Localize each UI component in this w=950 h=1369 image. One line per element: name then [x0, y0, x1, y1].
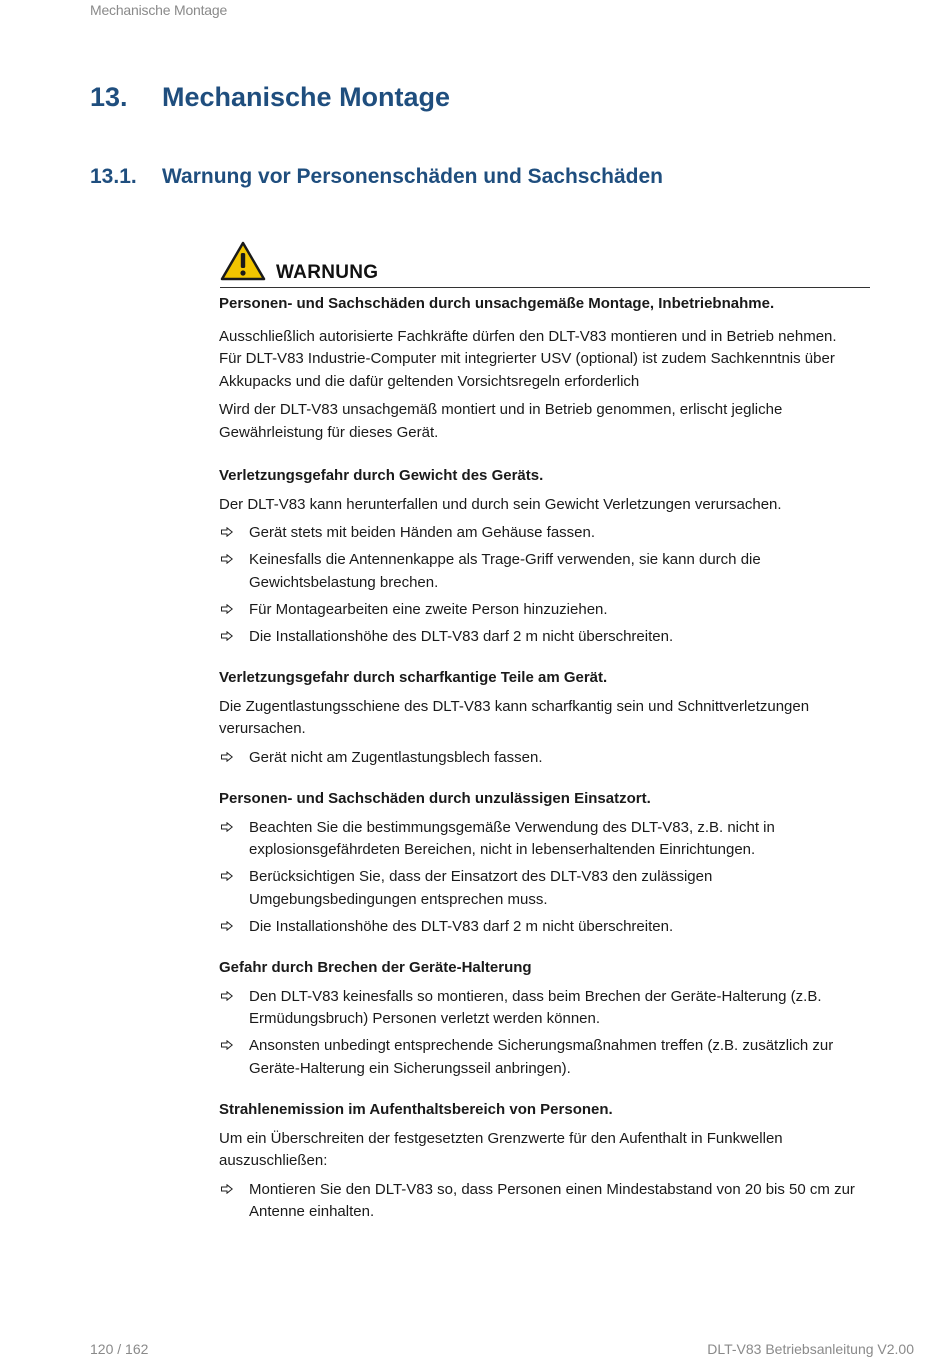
weight-text: Der DLT-V83 kann herunterfallen und durch sein Gewicht Verletzungen verursachen.: [219, 495, 782, 513]
arrow-right-icon: [221, 554, 233, 564]
intro-paragraph-1: Ausschließlich autorisierte Fachkräfte dürfen den DLT-V83 montieren und in Betrieb nehmen. Für DLT-V83 Industrie-Computer mit integrierter USV (optional) ist zudem Sachkenntnis über Akkupacks und die dafür geltenden Vorsichtsregeln erforderlich: [219, 327, 837, 390]
list-item: Gerät stets mit beiden Händen am Gehäuse fassen.: [219, 522, 859, 545]
warning-content: [219, 293, 859, 1228]
arrow-right-icon: [221, 822, 233, 832]
sharp-list: [219, 747, 859, 770]
mount-heading: Gefahr durch Brechen der Geräte-Halterung: [219, 959, 532, 976]
weight-heading: Verletzungsgefahr durch Gewicht des Geräts.: [219, 467, 544, 484]
radiation-text: Um ein Überschreiten der festgesetzten Grenzwerte für den Aufenthalt in Funkwellen auszuschließen:: [219, 1129, 783, 1169]
radiation-section: [219, 1099, 859, 1224]
list-item: Keinesfalls die Antennenkappe als Trage-Griff verwenden, sie kann durch die Gewichtsbelastung brechen.: [219, 549, 859, 594]
page-number: 120 / 162: [90, 1341, 149, 1357]
warning-header: [220, 240, 870, 288]
list-item: Den DLT-V83 keinesfalls so montieren, dass beim Brechen der Geräte-Halterung (z.B. Ermüdungsbruch) Personen verletzt werden können.: [219, 986, 859, 1031]
warning-triangle-icon: [220, 241, 266, 281]
list-item: Ansonsten unbedingt entsprechende Sicherungsmaßnahmen treffen (z.B. zusätzlich zur Geräte-Halterung ein Sicherungsseil anbringen).: [219, 1035, 859, 1080]
arrow-right-icon: [221, 991, 233, 1001]
list-item: Die Installationshöhe des DLT-V83 darf 2 m nicht überschreiten.: [219, 626, 859, 649]
section-number: 13.1.: [90, 165, 137, 188]
sharp-section: [219, 667, 859, 769]
list-item: Montieren Sie den DLT-V83 so, dass Personen einen Mindestabstand von 20 bis 50 cm zur Antenne einhalten.: [219, 1179, 859, 1224]
arrow-right-icon: [221, 752, 233, 762]
chapter-title: Mechanische Montage: [162, 82, 451, 112]
sharp-heading: Verletzungsgefahr durch scharfkantige Teile am Gerät.: [219, 669, 608, 686]
weight-list: [219, 522, 859, 648]
chapter-heading: [90, 82, 450, 113]
section-title: Warnung vor Personenschäden und Sachschäden: [162, 165, 663, 188]
running-header: Mechanische Montage: [90, 2, 228, 18]
document-title: DLT-V83 Betriebsanleitung V2.00: [707, 1341, 914, 1357]
arrow-right-icon: [221, 631, 233, 641]
arrow-right-icon: [221, 604, 233, 614]
list-item: Gerät nicht am Zugentlastungsblech fassen.: [219, 747, 859, 770]
arrow-right-icon: [221, 921, 233, 931]
sharp-text: Die Zugentlastungsschiene des DLT-V83 kann scharfkantig sein und Schnittverletzungen verursachen.: [219, 697, 810, 737]
mount-section: [219, 957, 859, 1080]
intro-section: [219, 293, 859, 444]
location-heading: Personen- und Sachschäden durch unzulässigen Einsatzort.: [219, 790, 651, 807]
list-item: Für Montagearbeiten eine zweite Person hinzuziehen.: [219, 599, 859, 622]
list-item: Berücksichtigen Sie, dass der Einsatzort des DLT-V83 den zulässigen Umgebungsbedingungen entsprechen muss.: [219, 866, 859, 911]
location-list: [219, 817, 859, 939]
list-item: Die Installationshöhe des DLT-V83 darf 2 m nicht überschreiten.: [219, 916, 859, 939]
weight-section: [219, 465, 859, 648]
arrow-right-icon: [221, 1040, 233, 1050]
chapter-number: 13.: [90, 82, 128, 112]
intro-heading: Personen- und Sachschäden durch unsachgemäße Montage, Inbetriebnahme.: [219, 295, 775, 312]
radiation-list: [219, 1179, 859, 1224]
arrow-right-icon: [221, 871, 233, 881]
location-section: [219, 788, 859, 938]
mount-list: [219, 986, 859, 1081]
arrow-right-icon: [221, 527, 233, 537]
warning-title: WARNUNG: [276, 262, 379, 283]
arrow-right-icon: [221, 1184, 233, 1194]
intro-paragraph-2: Wird der DLT-V83 unsachgemäß montiert und in Betrieb genommen, erlischt jegliche Gewährleistung für dieses Gerät.: [219, 401, 783, 441]
list-item: Beachten Sie die bestimmungsgemäße Verwendung des DLT-V83, z.B. nicht in explosionsgefährdeten Bereichen, nicht in lebenserhaltenden Einrichtungen.: [219, 817, 859, 862]
section-heading: [90, 165, 663, 189]
radiation-heading: Strahlenemission im Aufenthaltsbereich von Personen.: [219, 1101, 613, 1118]
